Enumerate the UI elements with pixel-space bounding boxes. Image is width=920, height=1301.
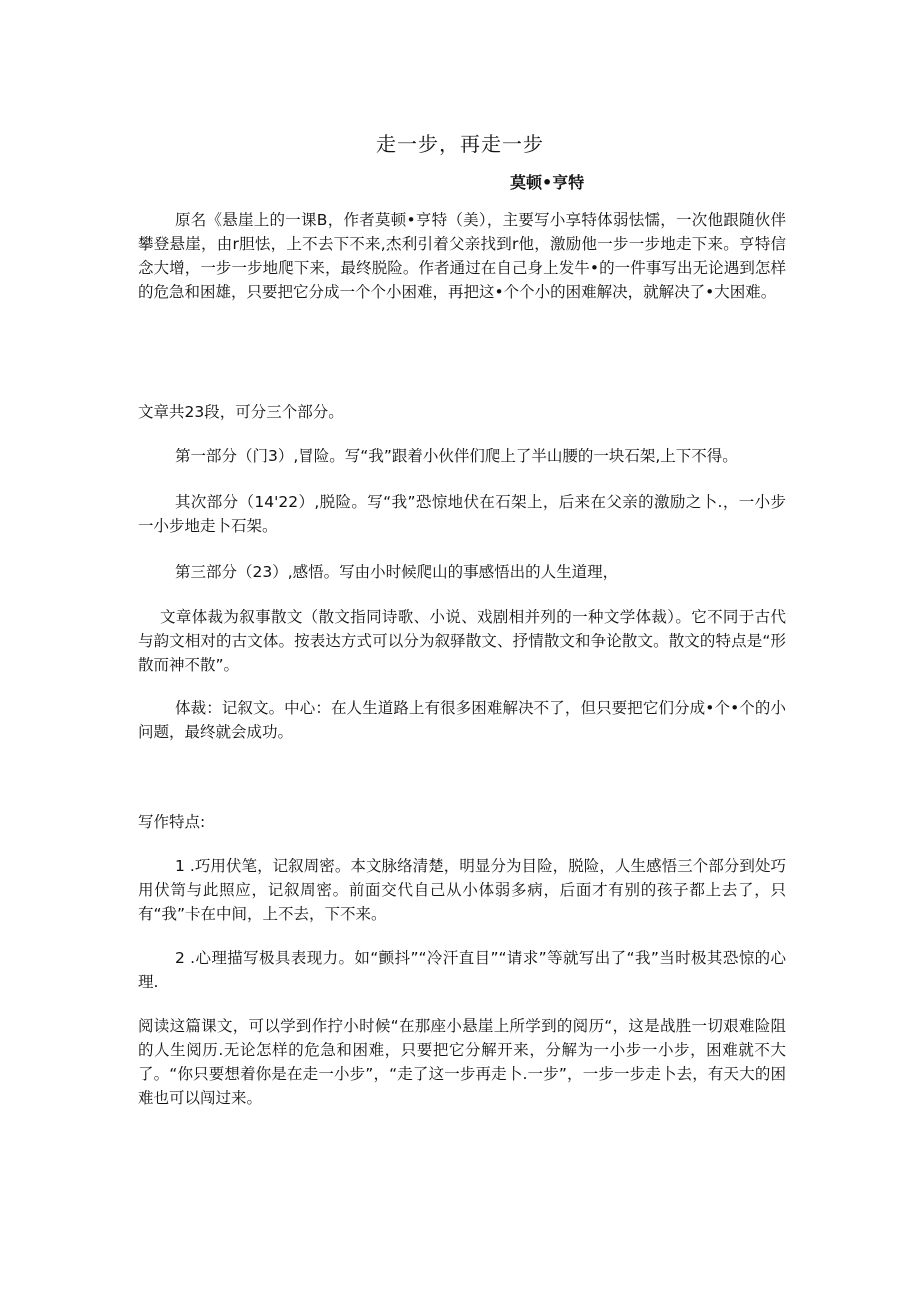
intro-paragraph: 原名《悬崖上的一课B，作者莫顿•亨特（美），主要写小享特体弱怯懦，一次他跟随伙伴攀登悬崖，由r胆怯，上不去下不来,杰利引着父亲找到r他，激励他一步一步地走下来。亨特信念大增，一步一步地爬下来，最终脱险。作者通过在自己身上发牛•的一件事写出无论遇到怎样的危急和困雄，只要把它分成一个个小困难，再把这•个个小的困难解决，就解决了•大困难。	[138, 211, 786, 301]
author-name: 莫顿•亨特	[510, 173, 585, 192]
theme-paragraph: 体裁：记叙文。中心：在人生道路上有很多困难解决不了，但只要把它们分成•个•个的小问题，最终就会成功。	[138, 699, 786, 741]
part-three-paragraph: 第三部分（23）,感悟。写由小时候爬山的事感悟出的人生道理，	[175, 563, 619, 581]
feature-two-paragraph: 2 .心理描写极具表现力。如“颤抖”“冷汗直目”“请求”等就写出了“我”当时极其恐惊的心理.	[138, 949, 786, 991]
conclusion-paragraph: 阅读这篇课文，可以学到作拧小时候“在那座小悬崖上所学到的阅历“，这是战胜一切艰难险阻的人生阅历.无论怎样的危急和困难，只要把它分解开来，分解为一小步一小步，困难就不大了。“你只要想着你是在走一小步”，“走了这一步再走卜.一步”，一步一步走卜去，有天大的困难也可以闯过来。	[138, 1017, 786, 1107]
features-heading: 写作特点:	[138, 813, 206, 831]
structure-summary: 文章共23段，可分三个部分。	[138, 403, 344, 421]
part-two-paragraph: 其次部分（14'22）,脱险。写“我”恐惊地伏在石架上，后来在父亲的激励之卜.，一小步一小步地走卜石架。	[138, 493, 786, 535]
part-one-paragraph: 第一部分（门3）,冒险。写“我”跟着小伙伴们爬上了半山腰的一块石架,上下不得。	[175, 447, 738, 465]
genre-paragraph: 文章体裁为叙事散文（散文指同诗歌、小说、戏剧相并列的一种文学体裁）。它不同于古代与韵文相对的古文体。按表达方式可以分为叙驿散文、抒情散文和争论散文。散文的特点是“形散而神不散”。	[138, 608, 786, 674]
feature-one-paragraph: 1 .巧用伏笔，记叙周密。本文脉络清楚，明显分为目险，脱险，人生感悟三个部分到处巧用伏笥与此照应，记叙周密。前面交代自己从小体弱多病，后面才有别的孩子都上去了，只有“我”卡在中间，上不去，下不来。	[138, 857, 786, 923]
document-title: 走一步，再走一步	[376, 132, 544, 156]
